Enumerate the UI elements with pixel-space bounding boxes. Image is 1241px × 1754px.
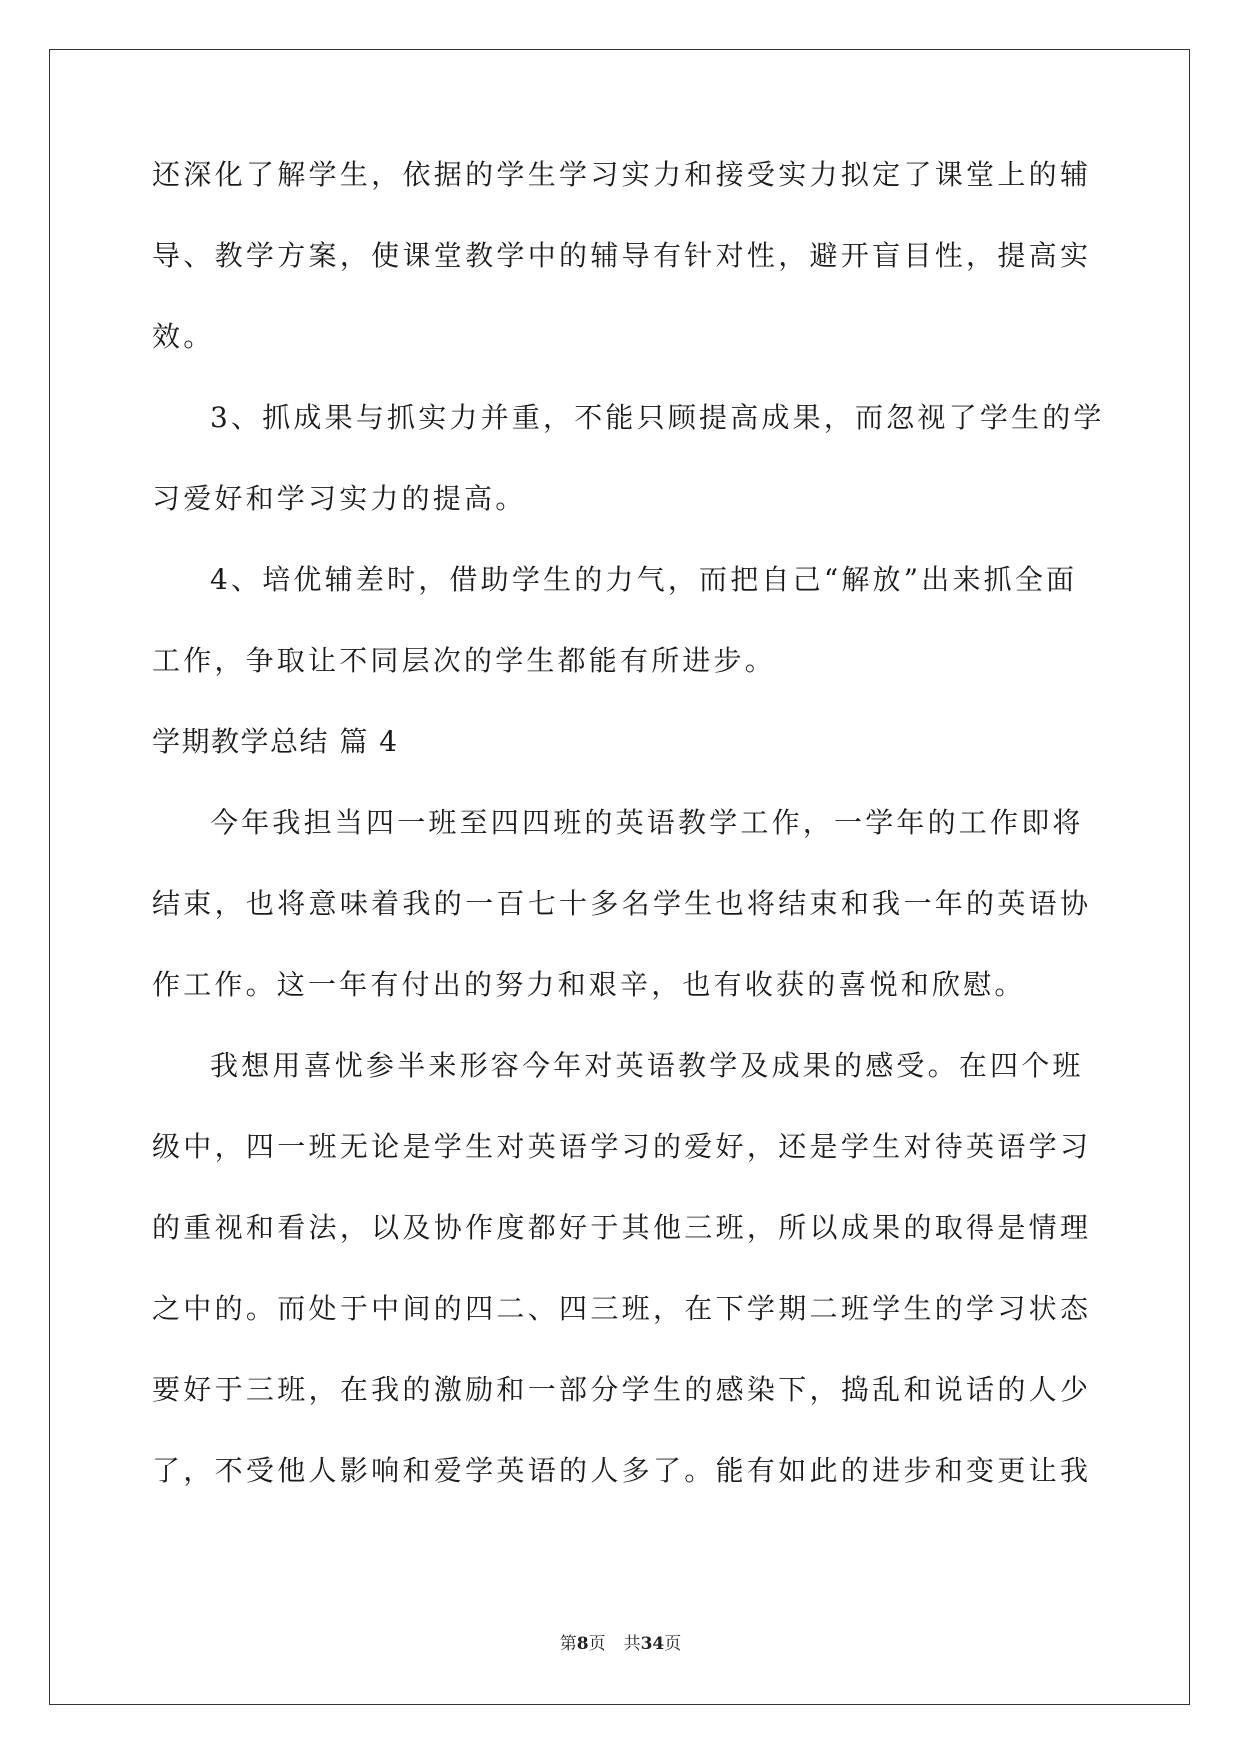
total-pages: 34 <box>640 1634 665 1654</box>
text-line: 习爱好和学习实力的提高。 <box>152 482 527 515</box>
paragraph-first-line: 我想用喜忧参半来形容今年对英语教学及成果的感受。在四个班 <box>210 1049 1084 1082</box>
page-prefix: 第 <box>559 1634 577 1654</box>
page-number: 8 <box>576 1634 589 1654</box>
text-line: 作工作。这一年有付出的努力和艰辛，也有收获的喜悦和欣慰。 <box>152 968 1026 1001</box>
section-heading: 学期教学总结 篇 4 <box>152 725 399 758</box>
text-line: 了，不受他人影响和爱学英语的人多了。能有如此的进步和变更让我 <box>152 1454 1088 1487</box>
paragraph-first-line: 今年我担当四一班至四四班的英语教学工作，一学年的工作即将 <box>210 806 1084 839</box>
text-line: 的重视和看法，以及协作度都好于其他三班，所以成果的取得是情理 <box>152 1211 1088 1244</box>
text-line: 效。 <box>152 320 215 353</box>
total-prefix: 共 <box>623 1634 641 1654</box>
page-footer <box>0 1632 1241 1656</box>
paragraph-first-line: 4、培优辅差时，借助学生的力气，而把自己“解放”出来抓全面 <box>210 563 1078 596</box>
text-line: 结束，也将意味着我的一百七十多名学生也将结束和我一年的英语协 <box>152 887 1088 920</box>
text-line: 之中的。而处于中间的四二、四三班，在下学期二班学生的学习状态 <box>152 1292 1088 1325</box>
paragraph-first-line: 3、抓成果与抓实力并重，不能只顾提高成果，而忽视了学生的学 <box>210 401 1105 434</box>
text-line: 还深化了解学生，依据的学生学习实力和接受实力拟定了课堂上的辅 <box>152 158 1088 191</box>
text-line: 级中，四一班无论是学生对英语学习的爱好，还是学生对待英语学习 <box>152 1130 1088 1163</box>
text-line: 导、教学方案，使课堂教学中的辅导有针对性，避开盲目性，提高实 <box>152 239 1088 272</box>
page-suffix: 页 <box>588 1634 606 1654</box>
total-suffix: 页 <box>664 1634 682 1654</box>
text-line: 工作，争取让不同层次的学生都能有所进步。 <box>152 644 777 677</box>
text-line: 要好于三班，在我的激励和一部分学生的感染下，捣乱和说话的人少 <box>152 1373 1088 1406</box>
